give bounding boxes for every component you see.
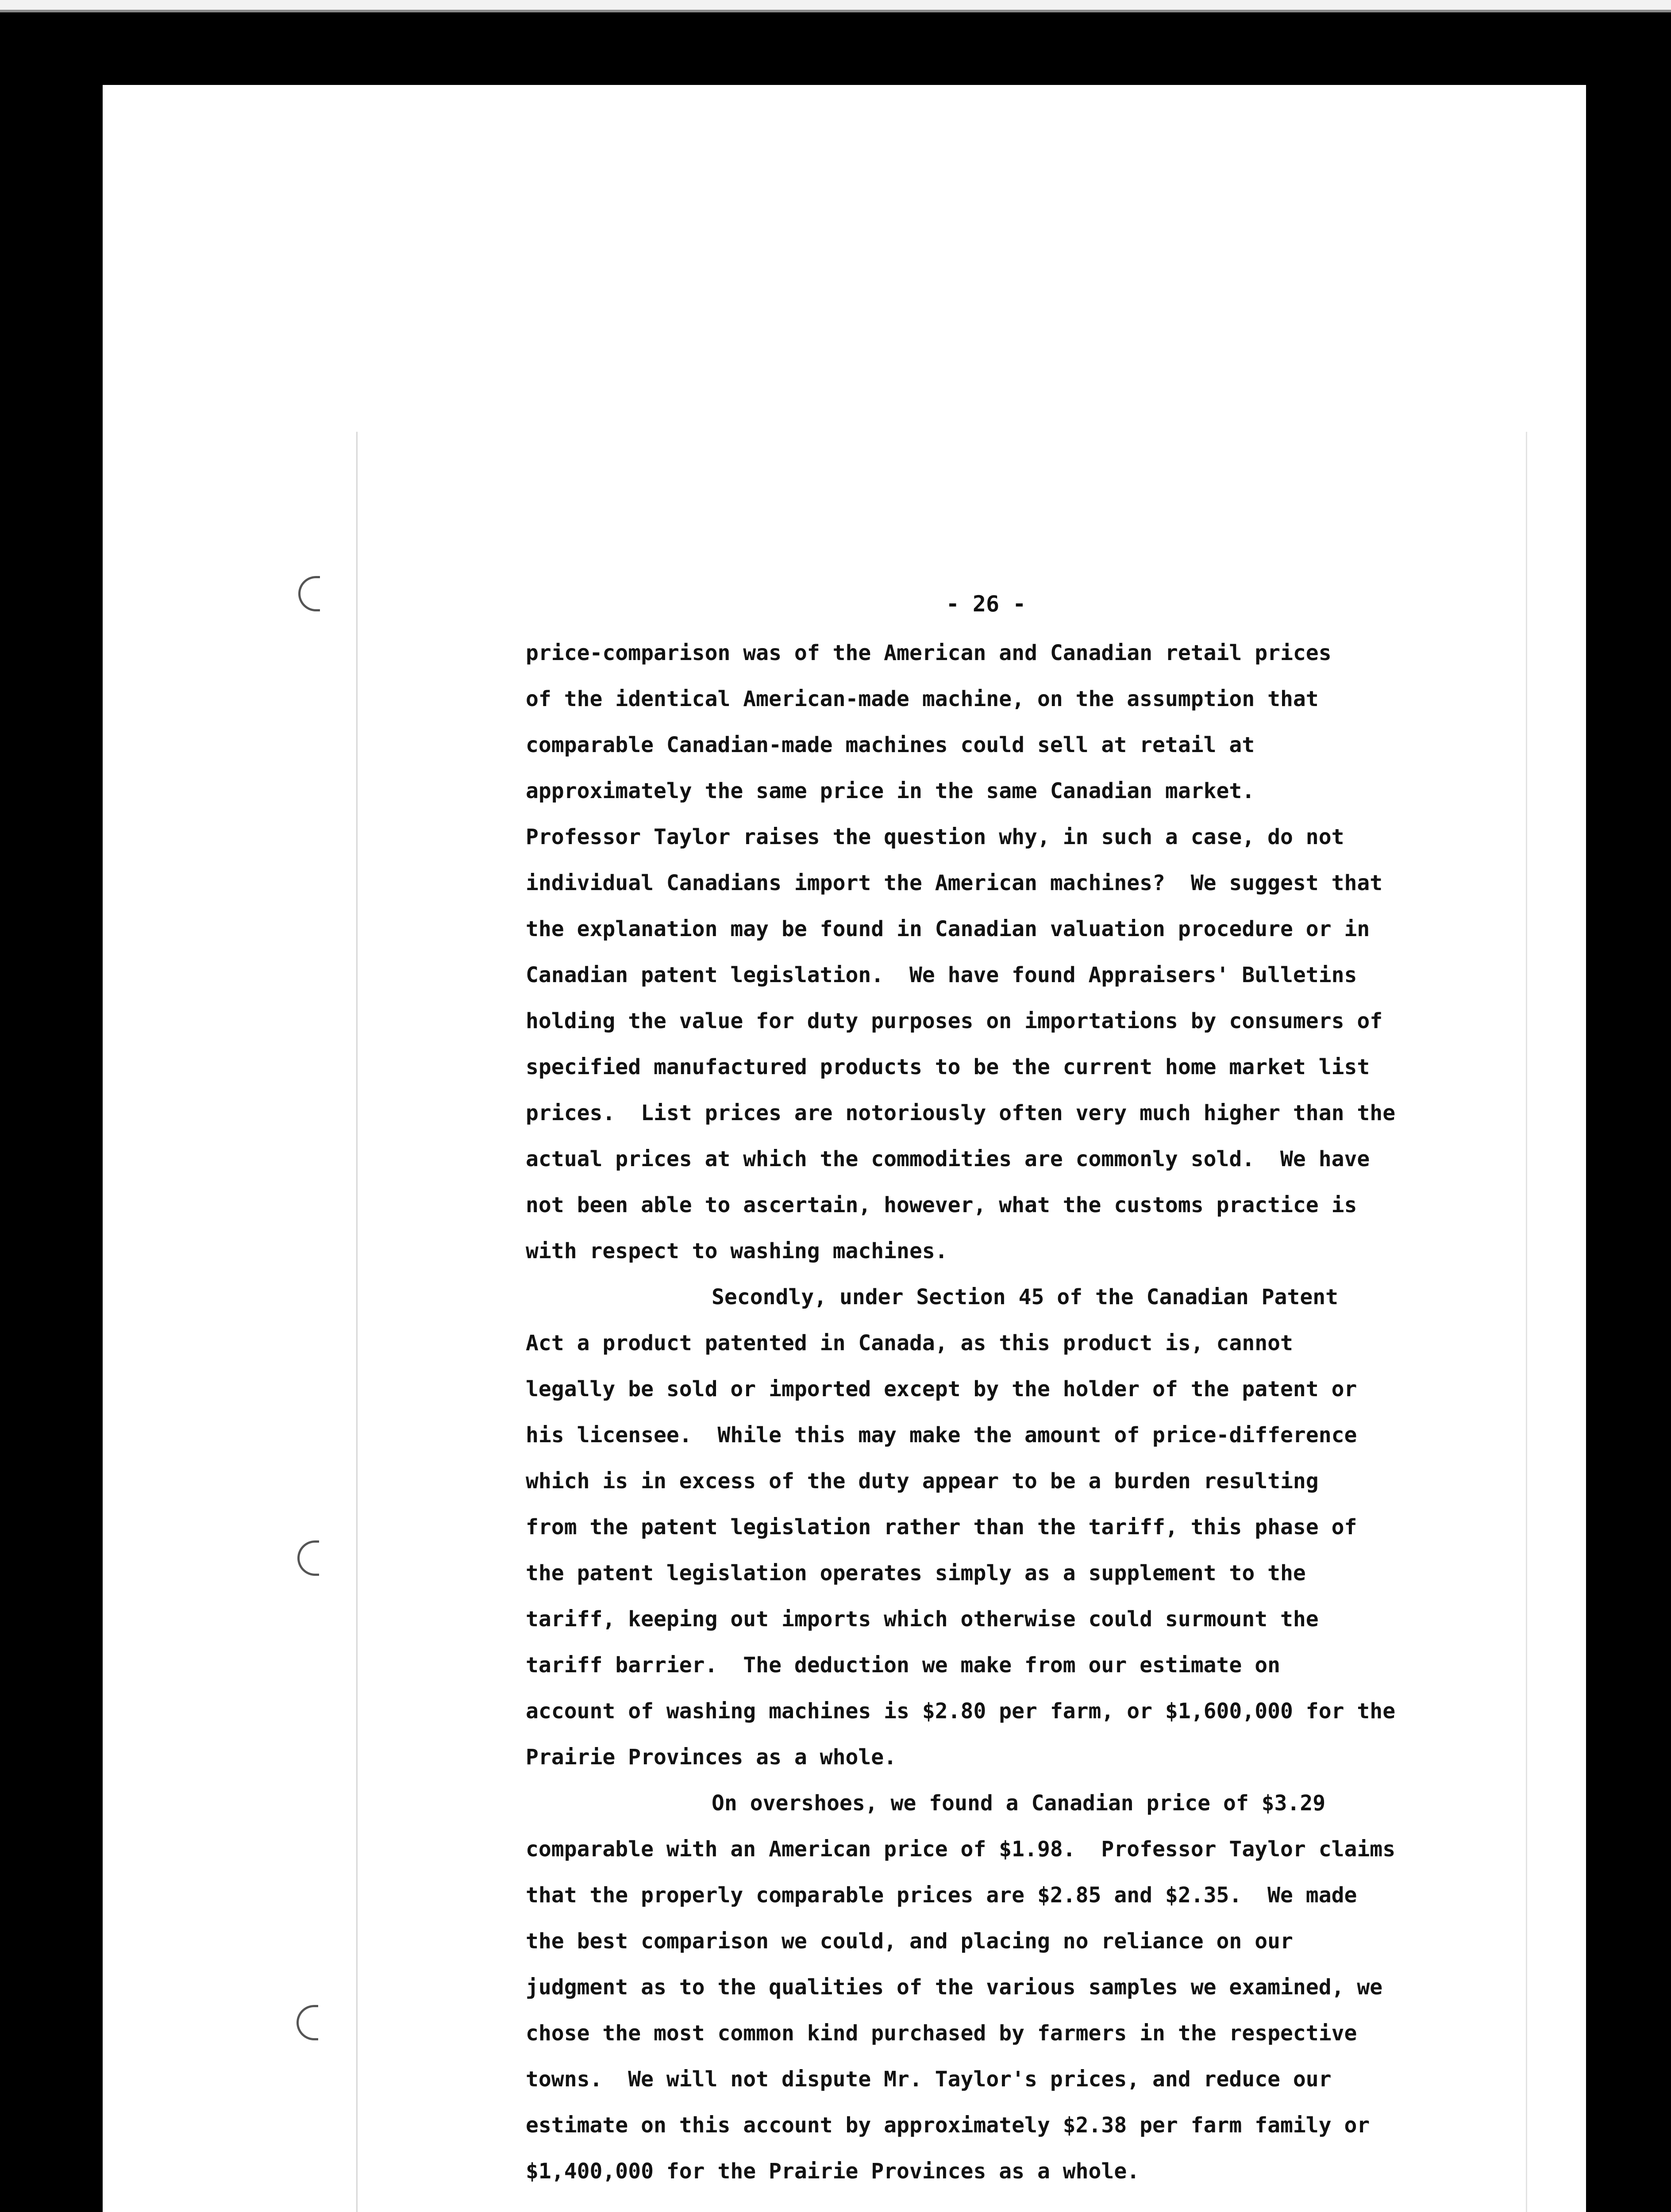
text-line: Canadian patent legislation. We have found Appraisers' Bulletins (526, 963, 1357, 987)
text-line: not been able to ascertain, however, what the customs practice is (526, 1193, 1357, 1217)
text-line: On overshoes, we found a Canadian price of $3.29 (712, 1791, 1326, 1816)
text-line: which is in excess of the duty appear to be a burden resulting (526, 1469, 1319, 1494)
scanner-edge (0, 0, 1671, 12)
text-line: actual prices at which the commodities are commonly sold. We have (526, 1147, 1370, 1171)
text-line: prices. List prices are notoriously often very much higher than the (526, 1101, 1396, 1125)
typed-document-page (358, 432, 1526, 2212)
punch-hole (297, 1540, 319, 1576)
text-line: the patent legislation operates simply as a supplement to the (526, 1561, 1306, 1586)
text-line: legally be sold or imported except by the holder of the patent or (526, 1377, 1357, 1402)
text-line: of the identical American-made machine, on the assumption that (526, 687, 1319, 711)
text-line: estimate on this account by approximately $2.38 per farm family or (526, 2113, 1370, 2138)
page-number: - 26 - (946, 591, 1026, 617)
text-line: that the properly comparable prices are $2.85 and $2.35. We made (526, 1883, 1357, 1908)
text-line: price-comparison was of the American and Canadian retail prices (526, 641, 1332, 665)
text-line: his licensee. While this may make the amount of price-difference (526, 1423, 1357, 1448)
text-line: comparable with an American price of $1.98. Professor Taylor claims (526, 1837, 1396, 1862)
punch-hole (296, 2005, 318, 2040)
text-line: tariff barrier. The deduction we make from our estimate on (526, 1653, 1281, 1678)
text-line: Prairie Provinces as a whole. (526, 1745, 897, 1770)
text-line: holding the value for duty purposes on importations by consumers of (526, 1009, 1383, 1033)
text-line: Act a product patented in Canada, as this product is, cannot (526, 1331, 1293, 1356)
punch-hole (298, 576, 320, 611)
text-line: the best comparison we could, and placing no reliance on our (526, 1929, 1293, 1954)
text-line: Professor Taylor raises the question why, in such a case, do not (526, 825, 1344, 849)
text-line: Secondly, under Section 45 of the Canadian Patent (712, 1285, 1339, 1310)
text-line: towns. We will not dispute Mr. Taylor's prices, and reduce our (526, 2067, 1332, 2092)
text-line: $1,400,000 for the Prairie Provinces as a whole. (526, 2159, 1140, 2184)
text-line: the explanation may be found in Canadian valuation procedure or in (526, 917, 1370, 941)
text-line: approximately the same price in the same Canadian market. (526, 779, 1255, 803)
text-line: chose the most common kind purchased by farmers in the respective (526, 2021, 1357, 2046)
text-line: comparable Canadian-made machines could sell at retail at (526, 733, 1255, 757)
document-body (526, 630, 1517, 2194)
text-line: tariff, keeping out imports which otherwise could surmount the (526, 1607, 1319, 1632)
text-line: specified manufactured products to be the current home market list (526, 1055, 1370, 1079)
text-line: from the patent legislation rather than the tariff, this phase of (526, 1515, 1357, 1540)
text-line: account of washing machines is $2.80 per farm, or $1,600,000 for the (526, 1699, 1396, 1724)
text-line: individual Canadians import the American machines? We suggest that (526, 871, 1383, 895)
text-line: judgment as to the qualities of the various samples we examined, we (526, 1975, 1383, 2000)
mounting-board (103, 85, 1586, 2212)
text-line: with respect to washing machines. (526, 1239, 948, 1263)
